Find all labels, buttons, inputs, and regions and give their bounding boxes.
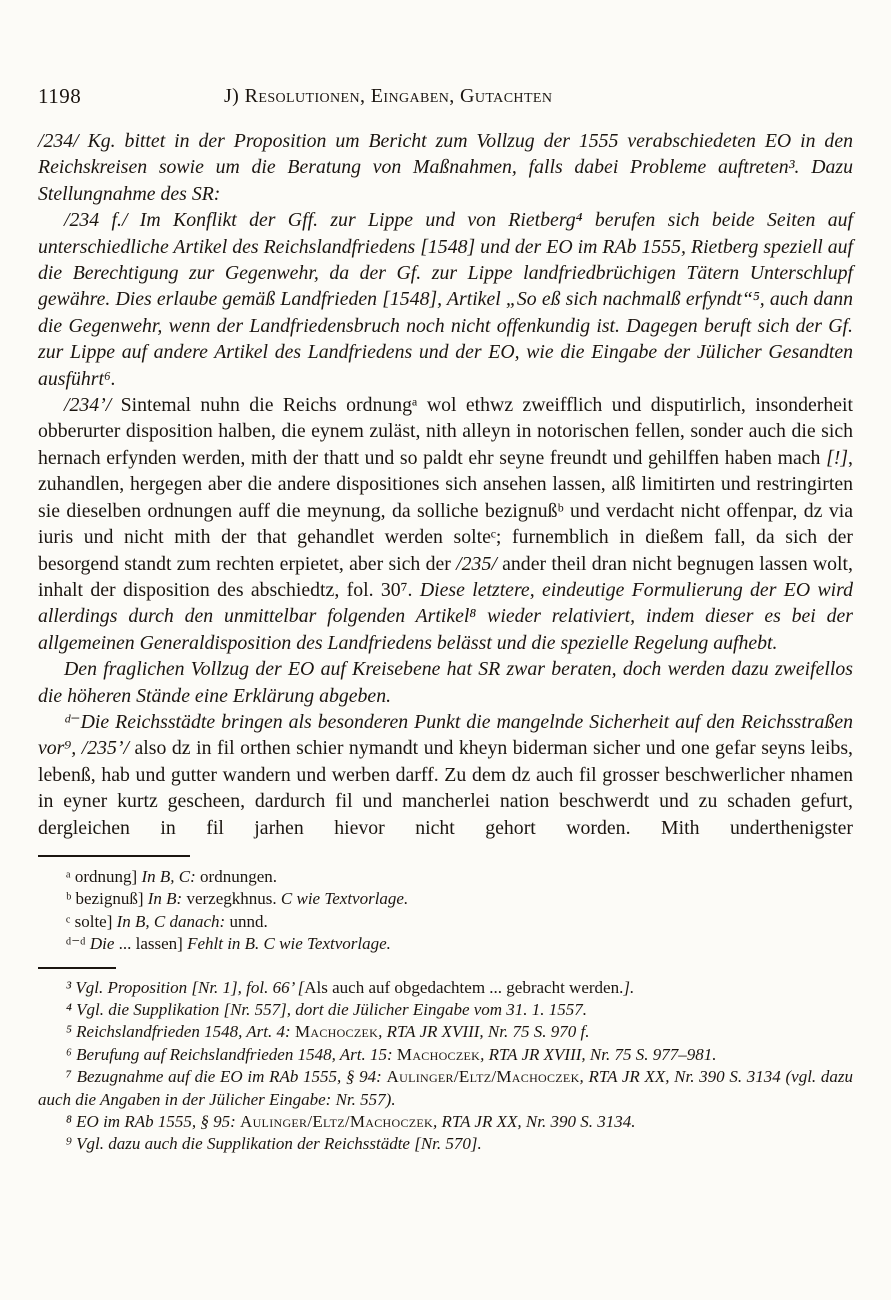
text-segment: ].	[623, 977, 635, 997]
footnote-7	[38, 1066, 853, 1111]
text-segment: /234 f./ Im Konflikt der Gff. zur Lippe und von Rietberg⁴ berufen sich beide Seiten auf unterschiedliche Artikel des Reichslandfriedens [1548] und der EO im RAb 1555, Rietberg speziell auf die Berechtigung zur Gegenwehr, da der Gf. zur Lippe landfriedbrüchigen Tätern Unterschlupf gewähre. Dies erlaube gemäß Landfrieden [1548], Artikel „So eß sich nachmalß erfyndt“⁵, auch dann die Gegenwehr, wenn der Landfriedensbruch noch nicht offenkundig ist. Dagegen beruft sich der Gf. zur Lippe auf andere Artikel des Landfriedens und der EO, wie die Eingabe der Jülicher Gesandten ausführt⁶.	[38, 209, 853, 390]
text-segment: ᵇ bezignuß]	[66, 889, 148, 909]
paragraph-lippe-rietberg	[38, 207, 853, 392]
text-segment: /235/	[456, 552, 497, 575]
footnote-4	[38, 999, 853, 1021]
text-segment: ⁵ Reichslandfrieden 1548, Art. 4:	[66, 1022, 295, 1042]
letter-note-b	[38, 888, 853, 910]
text-segment: unnd.	[225, 911, 268, 931]
footnote-divider	[38, 967, 116, 969]
text-segment: In B, C danach:	[116, 911, 226, 931]
letter-apparatus-divider	[38, 855, 190, 857]
running-head: J) Resolutionen, Eingaben, Gutachten	[224, 85, 553, 107]
letter-note-c	[38, 911, 853, 933]
text-segment: Den fraglichen Vollzug der EO auf Kreisebene hat SR zwar beraten, doch werden dazu zweifellos die höheren Stände eine Erklärung abgeben.	[38, 658, 853, 707]
text-segment: Als auch auf obgedachtem ... gebracht werden.	[304, 977, 624, 997]
text-segment: Diese letztere, eindeutige Formulierung der EO wird allerdings durch den unmittelbar folgenden Artikel⁸ wieder relativiert, indem dieser es bei der allgemeinen Generaldisposition des Landfriedens belässt und die spezielle Regelung aufhebt.	[38, 578, 854, 654]
text-segment: ᵈ⁻ᵈ	[66, 934, 90, 954]
text-segment: ᶜ solte]	[66, 911, 117, 931]
page-header	[38, 84, 853, 112]
paragraph-reichsstaedte	[38, 709, 853, 841]
text-segment: ... lassen]	[114, 934, 188, 954]
text-segment: In B, C:	[141, 866, 196, 886]
letter-note-a	[38, 866, 853, 888]
text-segment: /234’/	[64, 394, 121, 417]
text-segment: Die	[89, 934, 115, 954]
footnote-9	[38, 1133, 853, 1155]
text-segment: , RTA JR XVIII, Nr. 75 S. 977–981.	[480, 1044, 717, 1064]
text-segment: Aulinger/Eltz/Machoczek	[386, 1067, 580, 1087]
text-segment: ander theil dran nicht begnugen lassen wolt, inhalt der disposition des abschiedtz, fol. 30⁷.	[38, 552, 853, 601]
text-segment: /234/ Kg. bittet in der Proposition um Bericht zum Vollzug der 1555 verabschiedeten EO in den Reichskreisen sowie um die Beratung von Maßnahmen, falls dabei Probleme auftreten³. Dazu Stellungnahme des SR:	[38, 130, 853, 205]
paragraph-sintemal-quote	[38, 392, 853, 656]
text-segment: ᵈ⁻Die Reichsstädte bringen als besonderen Punkt die mangelnde Sicherheit auf den Reichsstraßen vor⁹, /235’/	[38, 710, 853, 760]
paragraph-kg-proposition	[38, 128, 853, 207]
text-segment: ⁷ Bezugnahme auf die EO im RAb 1555, § 94:	[66, 1067, 387, 1087]
letter-note-d	[38, 933, 853, 955]
text-segment: verzegkhnus.	[182, 889, 281, 909]
letter-apparatus-block	[38, 866, 853, 956]
text-segment: also dz in fil orthen schier nymandt und kheyn biderman sicher und one gefar seyns leibs, lebenß, hab und gutter wandern und werben darff. Zu dem dz auch fil grosser beschwerlicher nhamen in eyner kurtz gescheen, dardurch fil und mancherlei nation beschwerdt und zu schaden gefurt, dergleichen in fil jarhen hievor nicht gehort worden. Mith underthenigster	[38, 737, 853, 839]
footnote-block	[38, 977, 853, 1156]
text-segment: ³ Vgl. Proposition [Nr. 1], fol. 66’ [	[66, 977, 305, 997]
main-text-block	[38, 128, 853, 841]
text-segment: Aulinger/Eltz/Machoczek	[240, 1112, 434, 1132]
text-segment: ordnungen.	[195, 866, 277, 886]
text-segment: Sintemal nuhn die Reichs ordnungᵃ wol ethwz zweifflich und disputirlich, insonderheit obberurter disposition halben, die eynem zuläst, nith alleyn in notorischen fellen, sonder auch die sich hernach erfynden werden, mith der thatt und so paldt ehr seyne freundt und gehilffen haben mach	[38, 394, 853, 469]
text-segment: ⁶ Berufung auf Reichslandfrieden 1548, Art. 15:	[66, 1044, 397, 1064]
text-segment: ⁴ Vgl. die Supplikation [Nr. 557], dort die Jülicher Eingabe vom 31. 1. 1557.	[66, 1000, 588, 1019]
page-number: 1198	[38, 84, 82, 108]
footnote-8	[38, 1111, 853, 1133]
text-segment: In B:	[147, 889, 183, 909]
text-segment: [!]	[826, 446, 849, 469]
text-segment: , RTA JR XX, Nr. 390 S. 3134 (vgl. dazu auch die Angaben in der Jülicher Eingabe: Nr. 557).	[38, 1067, 853, 1109]
text-segment: Fehlt in B. C wie Textvorlage.	[187, 934, 391, 954]
footnote-6	[38, 1044, 853, 1066]
text-segment: ⁸ EO im RAb 1555, § 95:	[66, 1112, 241, 1132]
text-segment: ᵃ ordnung]	[66, 866, 142, 886]
text-segment: ⁹ Vgl. dazu auch die Supplikation der Reichsstädte [Nr. 570].	[66, 1134, 482, 1154]
footnote-3	[38, 977, 853, 999]
paragraph-kreisebene	[38, 656, 853, 709]
footnote-5	[38, 1021, 853, 1043]
text-segment: C wie Textvorlage.	[280, 889, 409, 909]
text-segment: , zuhandlen, hergegen aber die andere dispositiones sich ansehen lassen, alß limitirten und restringirten sie dieselben ordnungen auff die meynung, da solliche bezignußᵇ und verdacht nicht offenpar, dz via iuris und nicht mith der that gehandlet werden solteᶜ; furnemblich in dießem fall, da sich der besorgend standt zum rechten erpietet, aber sich der	[38, 446, 853, 575]
text-segment: Machoczek	[396, 1044, 481, 1064]
text-segment: , RTA JR XX, Nr. 390 S. 3134.	[433, 1112, 636, 1132]
text-segment: Machoczek	[294, 1022, 379, 1042]
text-segment: , RTA JR XVIII, Nr. 75 S. 970 f.	[378, 1022, 590, 1042]
